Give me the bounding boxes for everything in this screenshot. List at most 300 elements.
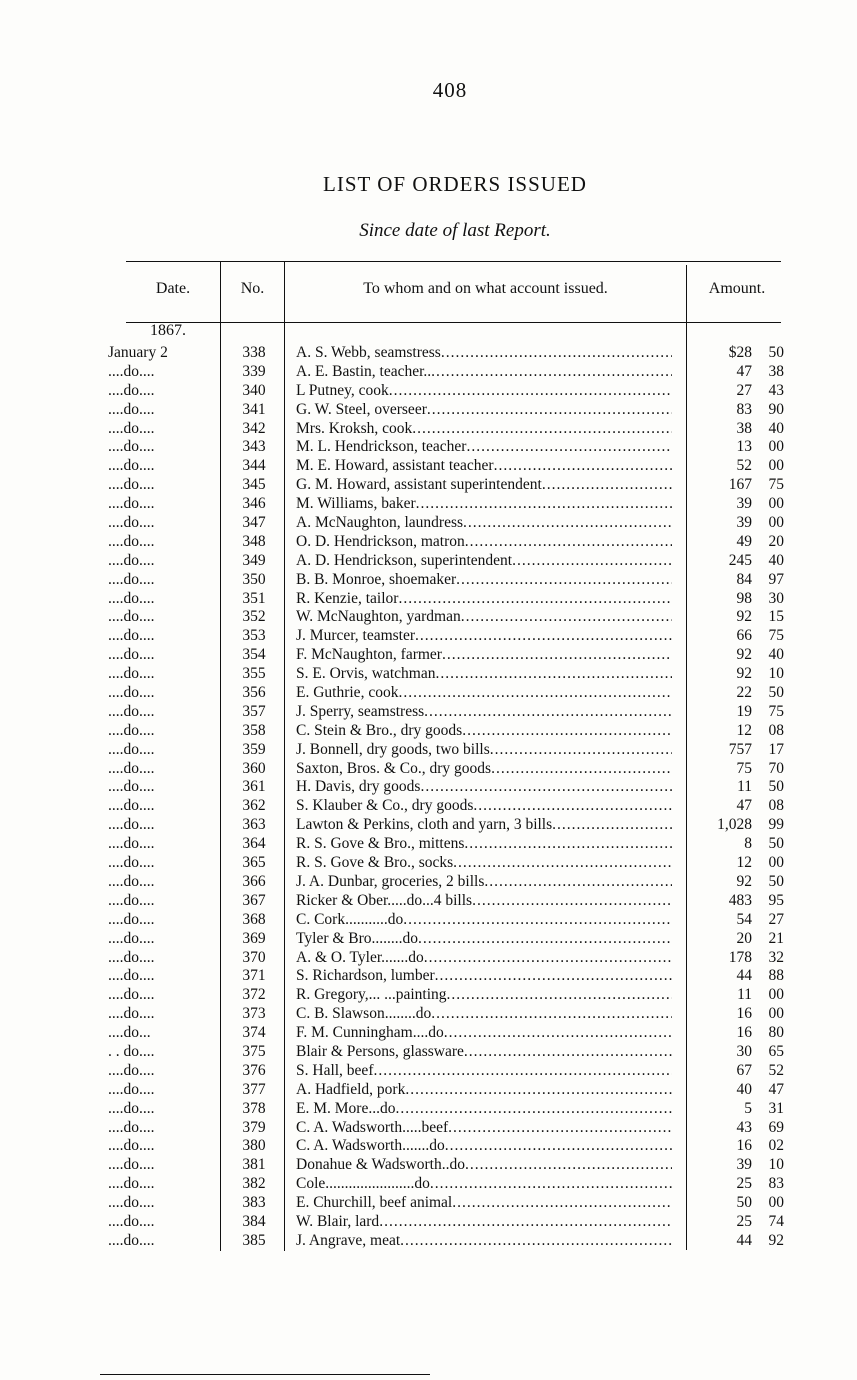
row-number: 375 <box>242 1042 266 1060</box>
row-amount-cents: 75 <box>768 627 784 645</box>
row-number: 374 <box>242 1024 266 1042</box>
row-number: 367 <box>242 891 266 909</box>
table-row <box>0 892 857 911</box>
row-amount-cents: 50 <box>768 778 784 796</box>
row-amount-dollars: 92 <box>736 608 752 626</box>
row-date: ....do.... <box>108 646 155 664</box>
row-description: O. D. Hendrickson, matron ..... <box>296 533 672 552</box>
row-date: ....do.... <box>108 1156 155 1174</box>
table-row <box>0 571 857 590</box>
table-row <box>0 1005 857 1024</box>
row-amount-dollars: 67 <box>736 1061 752 1079</box>
row-amount-dollars: 8 <box>744 835 752 853</box>
row-date: ....do.... <box>108 362 155 380</box>
row-date: ....do.... <box>108 1194 155 1212</box>
table-row <box>0 760 857 779</box>
row-description: Cole.......................do ..... <box>296 1175 672 1194</box>
row-number: 347 <box>242 514 266 532</box>
row-description: E. M. More...do ..... <box>296 1100 672 1119</box>
row-description: M. L. Hendrickson, teacher ..... <box>296 438 672 457</box>
row-number: 355 <box>242 665 266 683</box>
row-amount-dollars: 1,028 <box>717 816 752 834</box>
table-row <box>0 911 857 930</box>
row-date: ....do.... <box>108 797 155 815</box>
row-description: Blair & Persons, glassware ..... <box>296 1043 672 1062</box>
row-amount-cents: 52 <box>768 1061 784 1079</box>
row-amount-dollars: 757 <box>728 740 752 758</box>
row-number: 342 <box>242 419 266 437</box>
row-amount-cents: 40 <box>768 551 784 569</box>
row-description: R. S. Gove & Bro., mittens ..... <box>296 835 672 854</box>
row-number: 373 <box>242 1005 266 1023</box>
row-description: A. Hadfield, pork ..... <box>296 1081 672 1100</box>
row-amount-cents: 17 <box>768 740 784 758</box>
row-description: F. McNaughton, farmer ..... <box>296 646 672 665</box>
row-description: J. Murcer, teamster ..... <box>296 627 672 646</box>
row-amount-dollars: 92 <box>736 646 752 664</box>
row-date: ....do.... <box>108 476 155 494</box>
row-number: 366 <box>242 872 266 890</box>
row-amount-cents: 30 <box>768 589 784 607</box>
row-description: A. E. Bastin, teacher.. ..... <box>296 363 672 382</box>
table-row <box>0 457 857 476</box>
page-title: LIST OF ORDERS ISSUED <box>323 172 587 196</box>
row-description: L Putney, cook ..... <box>296 382 672 401</box>
table-row <box>0 949 857 968</box>
table-row <box>0 627 857 646</box>
row-date: ....do.... <box>108 627 155 645</box>
row-amount-cents: 00 <box>768 514 784 532</box>
row-number: 382 <box>242 1175 266 1193</box>
row-description: J. Angrave, meat ..... <box>296 1232 672 1251</box>
row-number: 359 <box>242 740 266 758</box>
row-number: 358 <box>242 721 266 739</box>
row-amount-cents: 69 <box>768 1118 784 1136</box>
row-amount-cents: 31 <box>768 1099 784 1117</box>
table-row <box>0 741 857 760</box>
table-row <box>0 816 857 835</box>
row-amount-dollars: 39 <box>736 495 752 513</box>
row-date: ....do.... <box>108 1061 155 1079</box>
row-number: 352 <box>242 608 266 626</box>
row-amount-cents: 50 <box>768 872 784 890</box>
row-date: ....do.... <box>108 1118 155 1136</box>
row-date: . . do.... <box>108 1042 155 1060</box>
row-number: 344 <box>242 457 266 475</box>
row-amount-cents: 83 <box>768 1175 784 1193</box>
row-description: R. Gregory,... ...painting ..... <box>296 986 672 1005</box>
table-row <box>0 608 857 627</box>
row-amount-cents: 10 <box>768 665 784 683</box>
row-date: ....do.... <box>108 1005 155 1023</box>
row-date: ....do.... <box>108 948 155 966</box>
table-row <box>0 1081 857 1100</box>
row-amount-cents: 08 <box>768 721 784 739</box>
row-amount-cents: 02 <box>768 1137 784 1155</box>
row-amount-cents: 00 <box>768 457 784 475</box>
row-amount-dollars: 5 <box>744 1099 752 1117</box>
row-amount-dollars: 40 <box>736 1080 752 1098</box>
row-amount-dollars: 43 <box>736 1118 752 1136</box>
row-date: ....do.... <box>108 1175 155 1193</box>
row-description: M. Williams, baker ..... <box>296 495 672 514</box>
table-row <box>0 1119 857 1138</box>
row-amount-dollars: 167 <box>728 476 752 494</box>
row-number: 354 <box>242 646 266 664</box>
table-row <box>0 1062 857 1081</box>
row-date: ....do.... <box>108 1212 155 1230</box>
row-number: 357 <box>242 702 266 720</box>
row-amount-cents: 88 <box>768 967 784 985</box>
table-row <box>0 778 857 797</box>
row-amount-dollars: 44 <box>736 967 752 985</box>
row-number: 360 <box>242 759 266 777</box>
table-row <box>0 684 857 703</box>
table-row <box>0 665 857 684</box>
footer-rule <box>100 1374 430 1375</box>
table-body <box>0 344 857 1251</box>
row-description: F. M. Cunningham....do ..... <box>296 1024 672 1043</box>
row-date: ....do.... <box>108 1137 155 1155</box>
row-description: W. McNaughton, yardman ..... <box>296 608 672 627</box>
table-row <box>0 382 857 401</box>
row-amount-dollars: 52 <box>736 457 752 475</box>
row-amount-dollars: 22 <box>736 684 752 702</box>
row-amount-dollars: 92 <box>736 665 752 683</box>
row-amount-dollars: 44 <box>736 1231 752 1249</box>
row-description: G. M. Howard, assistant superintendent ..... <box>296 476 672 495</box>
row-description: R. S. Gove & Bro., socks ..... <box>296 854 672 873</box>
row-amount-cents: 95 <box>768 891 784 909</box>
row-amount-cents: 90 <box>768 400 784 418</box>
row-number: 372 <box>242 986 266 1004</box>
row-date: ....do.... <box>108 872 155 890</box>
table-row <box>0 646 857 665</box>
row-date: ....do.... <box>108 589 155 607</box>
row-amount-dollars: 75 <box>736 759 752 777</box>
row-description: C. A. Wadsworth.....beef ..... <box>296 1119 672 1138</box>
row-amount-cents: 92 <box>768 1231 784 1249</box>
row-amount-dollars: 245 <box>728 551 752 569</box>
row-amount-dollars: 66 <box>736 627 752 645</box>
table-row <box>0 1043 857 1062</box>
row-amount-dollars: 25 <box>736 1175 752 1193</box>
row-description: S. Klauber & Co., dry goods ..... <box>296 797 672 816</box>
table-row <box>0 1194 857 1213</box>
row-description: C. Cork...........do ..... <box>296 911 672 930</box>
row-amount-cents: 10 <box>768 1156 784 1174</box>
row-amount-dollars: 39 <box>736 1156 752 1174</box>
row-date: ....do.... <box>108 495 155 513</box>
row-amount-dollars: 13 <box>736 438 752 456</box>
row-number: 362 <box>242 797 266 815</box>
row-number: 380 <box>242 1137 266 1155</box>
row-number: 385 <box>242 1231 266 1249</box>
row-amount-cents: 32 <box>768 948 784 966</box>
row-date: ....do.... <box>108 684 155 702</box>
row-description: E. Guthrie, cook ..... <box>296 684 672 703</box>
row-description: R. Kenzie, tailor ..... <box>296 590 672 609</box>
table-row <box>0 363 857 382</box>
table-row <box>0 873 857 892</box>
page-subtitle: Since date of last Report. <box>359 220 551 241</box>
row-description: B. B. Monroe, shoemaker ..... <box>296 571 672 590</box>
row-description: C. Stein & Bro., dry goods ..... <box>296 722 672 741</box>
row-amount-dollars: 483 <box>728 891 752 909</box>
row-amount-dollars: 11 <box>737 986 752 1004</box>
row-date: ....do.... <box>108 1099 155 1117</box>
row-amount-dollars: 19 <box>736 702 752 720</box>
row-amount-cents: 00 <box>768 854 784 872</box>
table-row <box>0 986 857 1005</box>
year-label: 1867. <box>150 322 186 339</box>
row-amount-dollars: 16 <box>736 1005 752 1023</box>
row-description: A. & O. Tyler.......do ..... <box>296 949 672 968</box>
row-amount-cents: 70 <box>768 759 784 777</box>
row-amount-cents: 21 <box>768 929 784 947</box>
table-row <box>0 722 857 741</box>
table-row <box>0 590 857 609</box>
row-number: 378 <box>242 1099 266 1117</box>
row-number: 353 <box>242 627 266 645</box>
row-date: ....do.... <box>108 986 155 1004</box>
column-header-no: No. <box>240 280 265 297</box>
row-date: ....do.... <box>108 438 155 456</box>
row-number: 381 <box>242 1156 266 1174</box>
row-amount-cents: 43 <box>768 381 784 399</box>
row-amount-cents: 50 <box>768 684 784 702</box>
row-number: 383 <box>242 1194 266 1212</box>
row-description: E. Churchill, beef animal ..... <box>296 1194 672 1213</box>
table-row <box>0 1213 857 1232</box>
row-description: C. A. Wadsworth.......do ..... <box>296 1137 672 1156</box>
row-description: W. Blair, lard ..... <box>296 1213 672 1232</box>
row-number: 343 <box>242 438 266 456</box>
table-row <box>0 835 857 854</box>
row-description: S. E. Orvis, watchman ..... <box>296 665 672 684</box>
row-number: 340 <box>242 381 266 399</box>
table-row <box>0 1175 857 1194</box>
row-date: ....do.... <box>108 419 155 437</box>
row-amount-cents: 80 <box>768 1024 784 1042</box>
page-number: 408 <box>432 78 468 102</box>
row-amount-cents: 00 <box>768 1194 784 1212</box>
table-top-rule <box>126 261 781 262</box>
row-number: 370 <box>242 948 266 966</box>
row-number: 348 <box>242 532 266 550</box>
row-description: Saxton, Bros. & Co., dry goods ..... <box>296 760 672 779</box>
column-header-date: Date. <box>155 280 191 297</box>
row-number: 361 <box>242 778 266 796</box>
row-amount-dollars: 84 <box>736 570 752 588</box>
table-row <box>0 854 857 873</box>
row-amount-dollars: 83 <box>736 400 752 418</box>
row-date: ....do.... <box>108 514 155 532</box>
row-description: H. Davis, dry goods ..... <box>296 778 672 797</box>
row-amount-dollars: $28 <box>728 344 752 361</box>
row-date: ....do.... <box>108 1231 155 1249</box>
row-date: ....do.... <box>108 702 155 720</box>
row-amount-cents: 00 <box>768 495 784 513</box>
row-amount-dollars: 16 <box>736 1137 752 1155</box>
table-row <box>0 1232 857 1251</box>
row-date: ....do.... <box>108 400 155 418</box>
row-amount-cents: 00 <box>768 1005 784 1023</box>
row-amount-cents: 47 <box>768 1080 784 1098</box>
row-date: ....do.... <box>108 608 155 626</box>
row-date: ....do.... <box>108 891 155 909</box>
table-row <box>0 930 857 949</box>
row-date: ....do.... <box>108 532 155 550</box>
row-date: ....do.... <box>108 910 155 928</box>
table-row <box>0 797 857 816</box>
row-date: ....do.... <box>108 381 155 399</box>
row-number: 365 <box>242 854 266 872</box>
row-description: A. D. Hendrickson, superintendent ..... <box>296 552 672 571</box>
row-amount-dollars: 47 <box>736 797 752 815</box>
row-number: 346 <box>242 495 266 513</box>
row-amount-cents: 75 <box>768 476 784 494</box>
row-number: 341 <box>242 400 266 418</box>
row-date: ....do.... <box>108 778 155 796</box>
row-description: J. Sperry, seamstress ..... <box>296 703 672 722</box>
row-description: A. McNaughton, laundress ..... <box>296 514 672 533</box>
row-amount-dollars: 30 <box>736 1042 752 1060</box>
row-amount-cents: 50 <box>768 344 784 361</box>
row-amount-cents: 97 <box>768 570 784 588</box>
row-amount-dollars: 178 <box>728 948 752 966</box>
row-number: 351 <box>242 589 266 607</box>
row-date: ....do.... <box>108 929 155 947</box>
row-number: 349 <box>242 551 266 569</box>
table-row <box>0 552 857 571</box>
row-amount-dollars: 12 <box>736 721 752 739</box>
row-amount-cents: 00 <box>768 986 784 1004</box>
row-amount-cents: 38 <box>768 362 784 380</box>
table-row <box>0 1100 857 1119</box>
row-number: 338 <box>242 344 266 361</box>
table-row <box>0 344 857 363</box>
row-amount-dollars: 11 <box>737 778 752 796</box>
row-description: J. Bonnell, dry goods, two bills ..... <box>296 741 672 760</box>
row-amount-cents: 99 <box>768 816 784 834</box>
row-number: 368 <box>242 910 266 928</box>
row-number: 339 <box>242 362 266 380</box>
row-date: ....do.... <box>108 721 155 739</box>
table-row <box>0 438 857 457</box>
table-row <box>0 1156 857 1175</box>
row-amount-cents: 08 <box>768 797 784 815</box>
table-row <box>0 1137 857 1156</box>
row-date: ....do.... <box>108 759 155 777</box>
row-description: Mrs. Kroksh, cook ..... <box>296 420 672 439</box>
row-amount-dollars: 50 <box>736 1194 752 1212</box>
table-row <box>0 533 857 552</box>
column-header-description: To whom and on what account issued. <box>363 280 608 297</box>
row-date: ....do.... <box>108 967 155 985</box>
header-bottom-rule <box>126 322 781 323</box>
row-date: ....do.... <box>108 854 155 872</box>
row-number: 379 <box>242 1118 266 1136</box>
row-amount-cents: 74 <box>768 1212 784 1230</box>
row-date: ....do.... <box>108 816 155 834</box>
row-number: 345 <box>242 476 266 494</box>
row-amount-dollars: 54 <box>736 910 752 928</box>
row-description: Donahue & Wadsworth..do ..... <box>296 1156 672 1175</box>
row-number: 363 <box>242 816 266 834</box>
row-description: Tyler & Bro........do ..... <box>296 930 672 949</box>
table-row <box>0 420 857 439</box>
row-amount-dollars: 92 <box>736 872 752 890</box>
row-amount-dollars: 12 <box>736 854 752 872</box>
row-amount-dollars: 39 <box>736 514 752 532</box>
row-number: 377 <box>242 1080 266 1098</box>
row-date: ....do... <box>108 1024 151 1042</box>
row-date: January 2 <box>108 344 168 361</box>
row-amount-cents: 00 <box>768 438 784 456</box>
row-amount-cents: 40 <box>768 646 784 664</box>
table-row <box>0 514 857 533</box>
row-date: ....do.... <box>108 835 155 853</box>
row-amount-cents: 27 <box>768 910 784 928</box>
row-date: ....do.... <box>108 740 155 758</box>
row-date: ....do.... <box>108 457 155 475</box>
row-description: A. S. Webb, seamstress ..... <box>296 344 672 363</box>
table-row <box>0 495 857 514</box>
row-amount-dollars: 49 <box>736 532 752 550</box>
row-amount-cents: 20 <box>768 532 784 550</box>
row-number: 350 <box>242 570 266 588</box>
row-description: Ricker & Ober.....do...4 bills ..... <box>296 892 672 911</box>
row-number: 369 <box>242 929 266 947</box>
table-row <box>0 401 857 420</box>
table-row <box>0 476 857 495</box>
row-description: C. B. Slawson........do ..... <box>296 1005 672 1024</box>
row-amount-cents: 50 <box>768 835 784 853</box>
table-row <box>0 703 857 722</box>
row-amount-dollars: 16 <box>736 1024 752 1042</box>
row-number: 356 <box>242 684 266 702</box>
row-date: ....do.... <box>108 551 155 569</box>
row-description: S. Richardson, lumber ..... <box>296 967 672 986</box>
row-number: 371 <box>242 967 266 985</box>
row-description: S. Hall, beef ..... <box>296 1062 672 1081</box>
row-amount-dollars: 25 <box>736 1212 752 1230</box>
row-description: M. E. Howard, assistant teacher ..... <box>296 457 672 476</box>
table-row <box>0 967 857 986</box>
row-description: G. W. Steel, overseer ..... <box>296 401 672 420</box>
row-date: ....do.... <box>108 570 155 588</box>
row-number: 364 <box>242 835 266 853</box>
row-amount-dollars: 47 <box>736 362 752 380</box>
row-amount-dollars: 38 <box>736 419 752 437</box>
row-amount-cents: 40 <box>768 419 784 437</box>
row-date: ....do.... <box>108 665 155 683</box>
row-amount-cents: 15 <box>768 608 784 626</box>
column-header-amount: Amount. <box>708 280 766 297</box>
row-amount-dollars: 20 <box>736 929 752 947</box>
row-amount-dollars: 27 <box>736 381 752 399</box>
row-description: Lawton & Perkins, cloth and yarn, 3 bills ..... <box>296 816 672 835</box>
row-amount-cents: 75 <box>768 702 784 720</box>
row-amount-cents: 65 <box>768 1042 784 1060</box>
row-number: 376 <box>242 1061 266 1079</box>
row-amount-dollars: 98 <box>736 589 752 607</box>
row-date: ....do.... <box>108 1080 155 1098</box>
row-number: 384 <box>242 1212 266 1230</box>
row-description: J. A. Dunbar, groceries, 2 bills ..... <box>296 873 672 892</box>
table-row <box>0 1024 857 1043</box>
